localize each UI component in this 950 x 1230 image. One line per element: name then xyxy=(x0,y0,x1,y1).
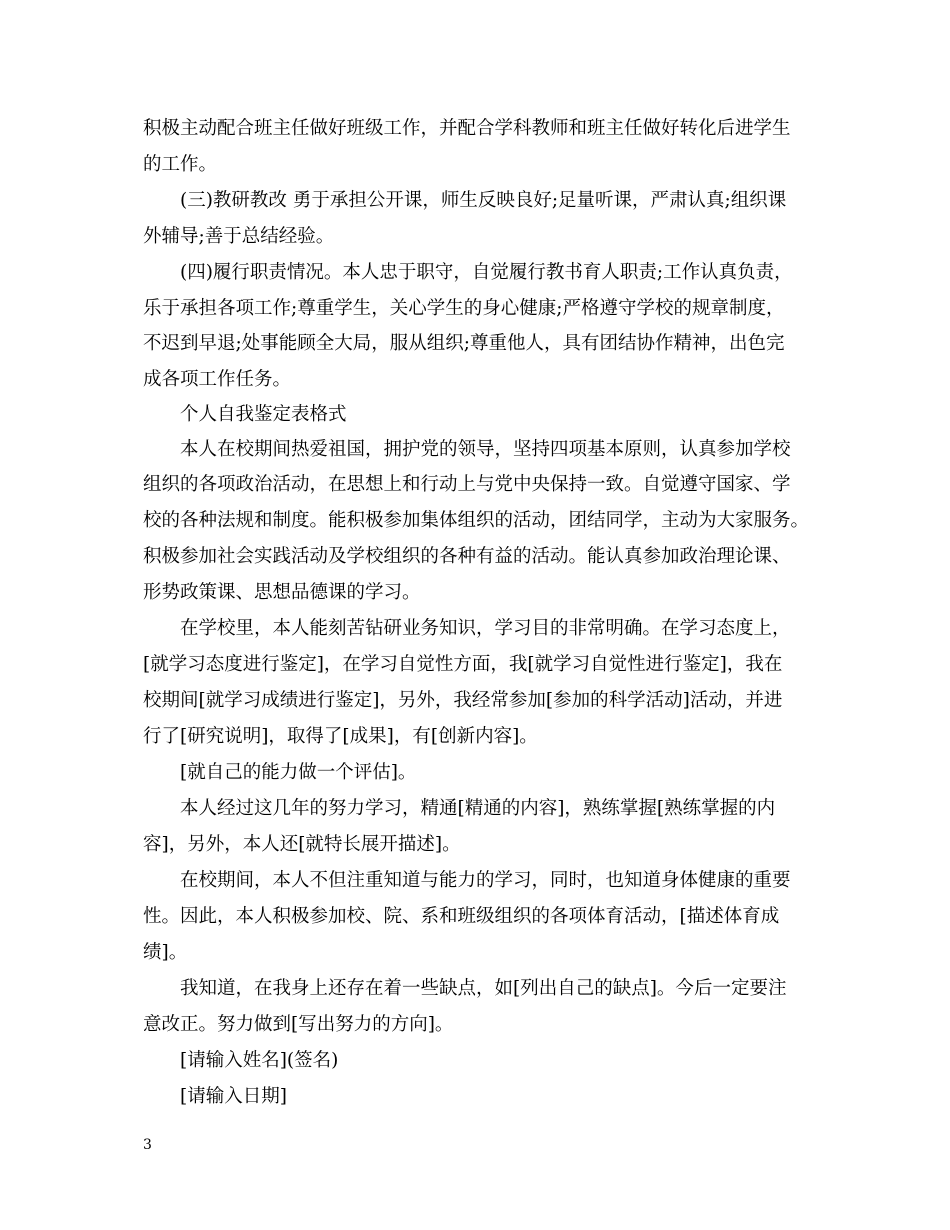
paragraph-start-line: 本人在校期间热爱祖国，拥护党的领导，坚持四项基本原则，认真参加学校 xyxy=(180,439,791,460)
text-line: 外辅导;善于总结经验。 xyxy=(143,226,335,247)
text-line: 绩]。 xyxy=(143,942,188,963)
text-line: 校期间[就学习成绩进行鉴定]，另外，我经常参加[参加的科学活动]活动，并进 xyxy=(143,690,783,711)
signature-line: [请输入姓名](签名) xyxy=(180,1050,339,1071)
text-line: 积极主动配合班主任做好班级工作，并配合学科教师和班主任做好转化后进学生 xyxy=(143,118,791,139)
document-subtitle: 个人自我鉴定表格式 xyxy=(180,404,347,425)
text-line: 组织的各项政治活动，在思想上和行动上与党中央保持一致。自觉遵守国家、学 xyxy=(143,474,791,495)
text-line: 成各项工作任务。 xyxy=(143,369,292,390)
text-line: 行了[研究说明]，取得了[成果]，有[创新内容]。 xyxy=(143,726,538,747)
paragraph-start-line: 在学校里，本人能刻苦钻研业务知识，学习目的非常明确。在学习态度上， xyxy=(180,618,791,639)
paragraph-start-line: 在校期间，本人不但注重知道与能力的学习，同时，也知道身体健康的重要 xyxy=(180,870,791,891)
text-line: 不迟到早退;处事能顾全大局，服从组织;尊重他人，具有团结协作精神，出色完 xyxy=(143,333,785,354)
section-heading-line: (四)履行职责情况。本人忠于职守，自觉履行教书育人职责;工作认真负责， xyxy=(180,262,793,283)
section-heading-line: (三)教研教改 勇于承担公开课，师生反映良好;足量听课，严肃认真;组织课 xyxy=(180,190,787,211)
text-line: [就学习态度进行鉴定]，在学习自觉性方面，我[就学习自觉性进行鉴定]，我在 xyxy=(143,654,783,675)
paragraph-start-line: 我知道，在我身上还存在着一些缺点，如[列出自己的缺点]。今后一定要注 xyxy=(180,978,787,999)
text-line: 乐于承担各项工作;尊重学生，关心学生的身心健康;严格遵守学校的规章制度， xyxy=(143,298,785,319)
date-line: [请输入日期] xyxy=(180,1086,287,1107)
text-line: 形势政策课、思想品德课的学习。 xyxy=(143,582,421,603)
text-line: 积极参加社会实践活动及学校组织的各种有益的活动。能认真参加政治理论课、 xyxy=(143,546,791,567)
text-line: 意改正。努力做到[写出努力的方向]。 xyxy=(143,1014,454,1035)
text-line: 容]，另外，本人还[就特长展开描述]。 xyxy=(143,834,461,855)
paragraph-start-line: 本人经过这几年的努力学习，精通[精通的内容]，熟练掌握[熟练掌握的内 xyxy=(180,798,776,819)
page-number: 3 xyxy=(143,1137,152,1153)
text-line: 校的各种法规和制度。能积极参加集体组织的活动，团结同学，主动为大家服务。 xyxy=(143,510,810,531)
text-line: 性。因此，本人积极参加校、院、系和班级组织的各项体育活动，[描述体育成 xyxy=(143,906,780,927)
text-line: 的工作。 xyxy=(143,154,218,175)
paragraph-start-line: [就自己的能力做一个评估]。 xyxy=(180,762,417,783)
